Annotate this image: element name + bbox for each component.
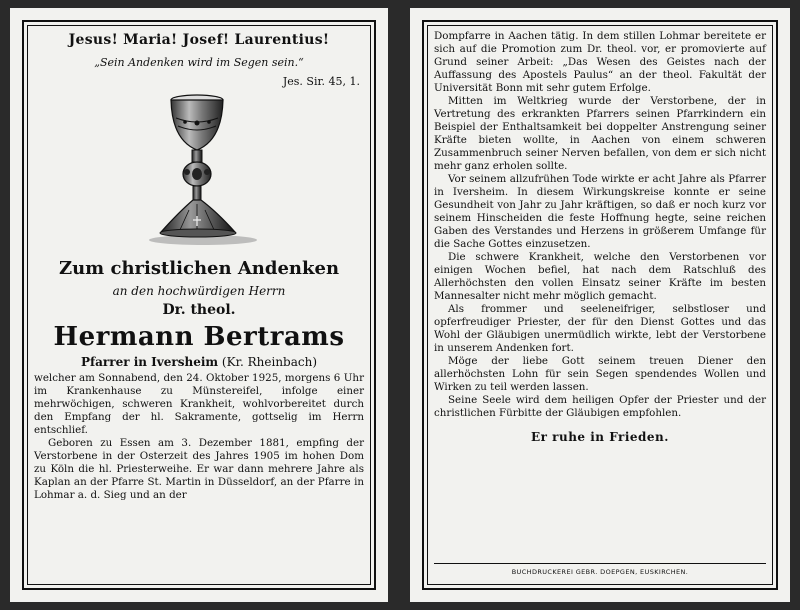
war-paragraph: Mitten im Weltkrieg wurde der Verstorbene, der in Vertretung des erkrankten Pfarrers seinen Pfarrkindern ein Beispiel der Enthaltsamkeit bei doppelter Anstrengung seiner Kräfte bieten wollte, in Aachen von einem schweren Zusammenbruch seiner Nerven befallen, von dem er sich nicht mehr ganz erholen sollte. xyxy=(434,95,766,172)
intercession-paragraph: Seine Seele wird dem heiligen Opfer der Priester und der christlichen Fürbitte der Gläubigen empfohlen. xyxy=(434,394,766,419)
printer-imprint: BUCHDRUCKEREI GEBR. DOEPGEN, EUSKIRCHEN. xyxy=(434,563,766,576)
biography-continued: Dompfarre in Aachen tätig. In dem stillen Lohmar bereitete er sich auf die Promotion zum Dr. theol. vor, er promovierte auf Grund seiner Arbeit: „Das Wesen des Geistes nach der Auffassung des Apostels Paulus“ an der theol. Fakultät der Universität Bonn mit sehr gutem Erfolge. xyxy=(434,30,766,94)
memorial-subheading: an den hochwürdigen Herrn xyxy=(112,284,286,298)
card-back-content xyxy=(434,30,766,580)
death-paragraph: welcher am Sonnabend, den 24. Oktober 1925, morgens 6 Uhr im Krankenhause zu Münstereifel, infolge einer mehrwöchigen, schweren Krankheit, wohlvorbereitet durch den Empfang der hl. Sakramente, gottselig im Herrn entschlief. xyxy=(34,372,364,436)
position-line xyxy=(34,355,364,369)
illness-paragraph: Die schwere Krankheit, welche den Verstorbenen vor einigen Wochen befiel, hat nach dem Ratschluß des Allerhöchsten den vollen Einsatz seiner Kräfte im besten Mannesalter nicht mehr möglich gemacht. xyxy=(434,251,766,302)
closing-line: Er ruhe in Frieden. xyxy=(531,430,669,444)
deceased-name: Hermann Bertrams xyxy=(53,322,345,352)
pastorate-paragraph: Vor seinem allzufrühen Tode wirkte er acht Jahre als Pfarrer in Iversheim. In diesem Wirkungskreise konnte er seine Gesundheit von Jahr zu Jahr kräftigen, so daß er noch kurz vor seinem Hinscheiden die feste Hoffnung hegte, seine reichen Gaben des Verstandes und Herzens in größerem Umfange für die Sache Gottes einzusetzen. xyxy=(434,173,766,250)
invocation: Jesus! Maria! Josef! Laurentius! xyxy=(68,32,330,48)
card-border xyxy=(422,20,778,590)
memorial-heading: Zum christlichen Andenken xyxy=(58,258,340,279)
chalice-illustration xyxy=(34,92,364,248)
biography-paragraph: Geboren zu Essen am 3. Dezember 1881, empfing der Verstorbene in der Osterzeit des Jahres 1905 im hohen Dom zu Köln die hl. Priesterweihe. Er war dann mehrere Jahre als Kaplan an der Pfarre St. Martin in Düsseldorf, an der Pfarre in Lohmar a. d. Sieg und an der xyxy=(34,437,364,501)
position-district: (Kr. Rheinbach) xyxy=(221,355,318,369)
motto-reference: Jes. Sir. 45, 1. xyxy=(282,75,360,88)
position-role: Pfarrer in Iversheim xyxy=(80,355,219,369)
motto-quote: „Sein Andenken wird im Segen sein.“ xyxy=(94,56,304,69)
chalice-icon xyxy=(139,92,259,248)
memorial-card-back xyxy=(410,8,790,602)
memorial-card-front xyxy=(10,8,388,602)
tribute-paragraph: Als frommer und seeleneifriger, selbstloser und opferfreudiger Priester, der für den Dienst Gottes und das Wohl der Gläubigen unermüdlich wirkte, lebt der Verstorbene in unserem Andenken fort. xyxy=(434,303,766,354)
academic-title: Dr. theol. xyxy=(162,302,236,318)
prayer-paragraph: Möge der liebe Gott seinem treuen Diener den allerhöchsten Lohn für sein Segen spendendes Wollen und Wirken zu teil werden lassen. xyxy=(434,355,766,393)
card-border xyxy=(22,20,376,590)
card-front-content xyxy=(34,30,364,580)
